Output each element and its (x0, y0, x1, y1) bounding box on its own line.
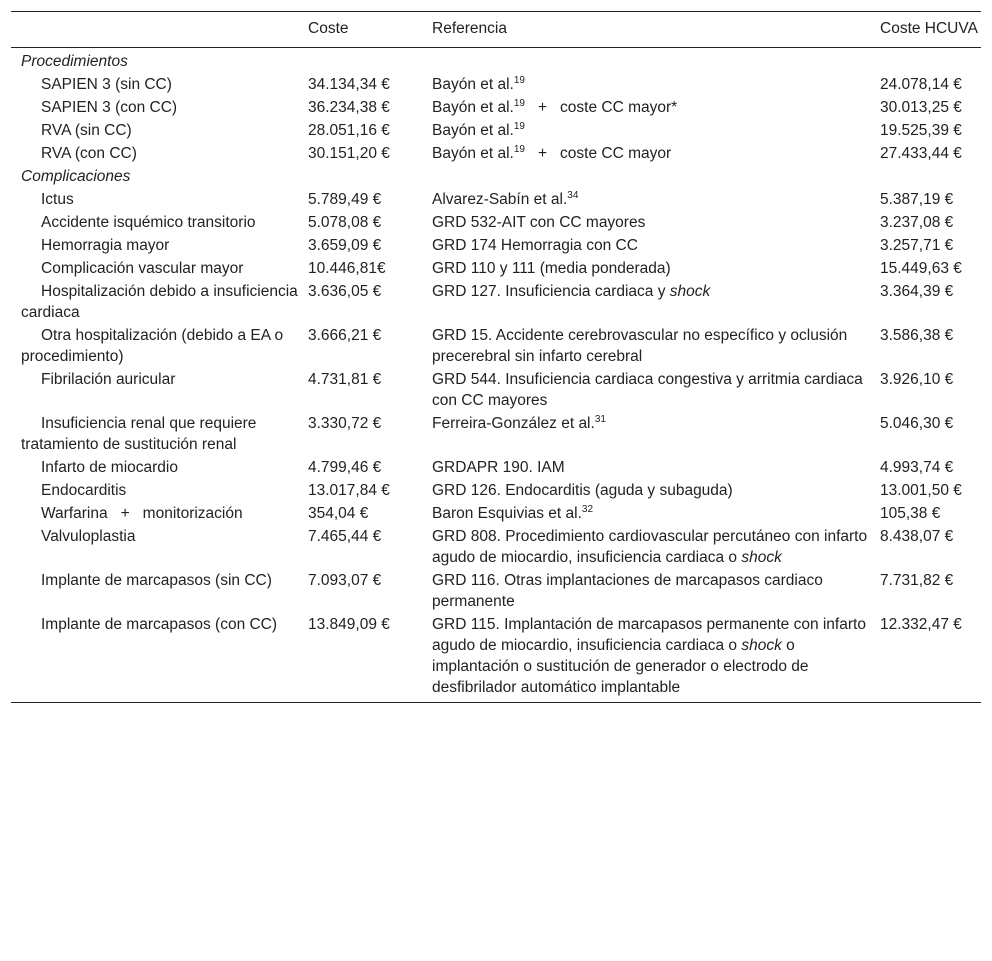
row-coste-hcuva: 7.731,82 € (880, 572, 954, 589)
row-referencia: GRD 15. Accidente cerebrovascular no específico y oclusión precerebral sin infarto cerebral (432, 327, 848, 365)
ref-text: GRD 115. Implantación de marcapasos permanente con infarto agudo de miocardio, insuficiencia cardiaca o (432, 616, 866, 654)
row-referencia: GRDAPR 190. IAM (432, 459, 565, 476)
row-label: Implante de marcapasos (sin CC) (41, 572, 272, 589)
ref-tail: coste CC mayor* (560, 99, 678, 116)
row-coste-hcuva: 19.525,39 € (880, 122, 962, 139)
cost-table (11, 11, 981, 703)
ref-citation: 19 (513, 97, 525, 109)
table-row (11, 235, 981, 258)
row-label: Fibrilación auricular (41, 371, 176, 388)
ref-text: Bayón et al. (432, 76, 514, 93)
section-complicaciones: Complicaciones (21, 168, 131, 185)
header-coste: Coste (298, 12, 422, 48)
row-coste: 34.134,34 € (308, 76, 390, 93)
ref-text: Ferreira-González et al. (432, 415, 595, 432)
row-coste: 4.799,46 € (308, 459, 382, 476)
ref-text: Bayón et al. (432, 122, 514, 139)
row-label: RVA (con CC) (41, 145, 137, 162)
row-referencia (422, 413, 870, 457)
row-coste-hcuva: 3.926,10 € (880, 371, 954, 388)
label-part-b: monitorización (142, 505, 243, 522)
table-row (11, 281, 981, 325)
row-label: Infarto de miocardio (41, 459, 178, 476)
row-label: Valvuloplastia (41, 528, 136, 545)
ref-text: Alvarez-Sabín et al. (432, 191, 568, 208)
plus-sign: + (120, 505, 130, 522)
ref-tail: coste CC mayor (560, 145, 672, 162)
row-coste-hcuva: 12.332,47 € (880, 616, 962, 633)
ref-citation: 31 (594, 413, 606, 425)
section-procedimientos: Procedimientos (21, 53, 128, 70)
header-coste-hcuva: Coste HCUVA (870, 12, 981, 48)
row-coste-hcuva: 3.257,71 € (880, 237, 954, 254)
row-referencia: GRD 126. Endocarditis (aguda y subaguda) (432, 482, 733, 499)
row-coste: 5.789,49 € (308, 191, 382, 208)
row-referencia (422, 526, 870, 570)
table-row (11, 614, 981, 703)
row-referencia (422, 503, 870, 526)
row-referencia (422, 189, 870, 212)
row-label: SAPIEN 3 (sin CC) (41, 76, 172, 93)
row-coste-hcuva: 5.387,19 € (880, 191, 954, 208)
table-row (11, 189, 981, 212)
plus-sign: + (537, 145, 548, 162)
table-row (11, 413, 981, 457)
row-referencia (422, 143, 870, 166)
row-referencia: GRD 544. Insuficiencia cardiaca congestiva y arritmia cardiaca con CC mayores (432, 371, 863, 409)
ref-citation: 19 (513, 143, 525, 155)
row-referencia: GRD 174 Hemorragia con CC (432, 237, 638, 254)
row-label: SAPIEN 3 (con CC) (41, 99, 178, 116)
row-coste-hcuva: 15.449,63 € (880, 260, 962, 277)
header-referencia: Referencia (422, 12, 870, 48)
table-row (11, 212, 981, 235)
ref-citation: 32 (581, 503, 594, 515)
row-coste: 3.330,72 € (308, 415, 382, 432)
table-row (11, 74, 981, 97)
row-referencia: GRD 116. Otras implantaciones de marcapasos cardiaco permanente (432, 572, 823, 610)
ref-text: GRD 127. Insuficiencia cardiaca y (432, 283, 666, 300)
row-coste: 3.659,09 € (308, 237, 382, 254)
table-row (11, 526, 981, 570)
row-coste-hcuva: 3.237,08 € (880, 214, 954, 231)
row-referencia (422, 614, 870, 703)
row-label: RVA (sin CC) (41, 122, 132, 139)
row-coste-hcuva: 3.364,39 € (880, 283, 954, 300)
header-label (11, 12, 298, 48)
ref-text: GRD 808. Procedimiento cardiovascular percutáneo con infarto agudo de miocardio, insuficiencia cardiaca o (432, 528, 868, 566)
section-row (11, 48, 981, 75)
label-part-a: Warfarina (41, 505, 108, 522)
row-coste: 28.051,16 € (308, 122, 390, 139)
row-coste-hcuva: 27.433,44 € (880, 145, 962, 162)
ref-citation: 19 (513, 120, 525, 132)
row-label: Endocarditis (41, 482, 127, 499)
table-row (11, 503, 981, 526)
row-referencia (422, 120, 870, 143)
table-row (11, 120, 981, 143)
row-coste: 10.446,81€ (308, 260, 386, 277)
row-coste: 354,04 € (308, 505, 369, 522)
row-label: Implante de marcapasos (con CC) (41, 616, 278, 633)
row-coste: 4.731,81 € (308, 371, 382, 388)
row-coste: 5.078,08 € (308, 214, 382, 231)
row-coste: 13.017,84 € (308, 482, 390, 499)
row-coste: 7.093,07 € (308, 572, 382, 589)
row-coste: 13.849,09 € (308, 616, 390, 633)
row-coste: 3.666,21 € (308, 327, 382, 344)
row-coste: 30.151,20 € (308, 145, 390, 162)
row-coste: 3.636,05 € (308, 283, 382, 300)
row-coste-hcuva: 5.046,30 € (880, 415, 954, 432)
row-label: Hemorragia mayor (41, 237, 170, 254)
row-coste-hcuva: 3.586,38 € (880, 327, 954, 344)
table-row (11, 258, 981, 281)
table-row (11, 570, 981, 614)
row-coste-hcuva: 4.993,74 € (880, 459, 954, 476)
row-referencia: GRD 110 y 111 (media ponderada) (432, 260, 671, 277)
ref-text: Baron Esquivias et al. (432, 505, 582, 522)
row-label: Insuficiencia renal que requiere tratamiento de sustitución renal (21, 415, 257, 453)
plus-sign: + (537, 99, 548, 116)
row-coste-hcuva: 24.078,14 € (880, 76, 962, 93)
row-coste-hcuva: 105,38 € (880, 505, 941, 522)
row-label: Hospitalización debido a insuficiencia cardiaca (21, 283, 298, 321)
table-row (11, 97, 981, 120)
ref-emphasis: shock (741, 549, 782, 566)
row-referencia: GRD 532-AIT con CC mayores (432, 214, 646, 231)
row-label: Complicación vascular mayor (41, 260, 244, 277)
table-row (11, 480, 981, 503)
ref-tail: o implantación o sustitución de generador o electrodo de desfibrilador automático implantable (432, 637, 809, 696)
row-label (11, 503, 298, 526)
row-coste: 36.234,38 € (308, 99, 390, 116)
ref-text: Bayón et al. (432, 145, 514, 162)
row-coste: 7.465,44 € (308, 528, 382, 545)
table-row (11, 369, 981, 413)
ref-citation: 19 (513, 74, 525, 86)
ref-text: Bayón et al. (432, 99, 514, 116)
row-label: Ictus (41, 191, 74, 208)
row-referencia (422, 74, 870, 97)
row-referencia (422, 97, 870, 120)
row-coste-hcuva: 8.438,07 € (880, 528, 954, 545)
table-row (11, 143, 981, 166)
row-coste-hcuva: 30.013,25 € (880, 99, 962, 116)
table-row (11, 325, 981, 369)
section-row (11, 166, 981, 189)
ref-citation: 34 (567, 189, 579, 201)
row-label: Otra hospitalización (debido a EA o procedimiento) (21, 327, 284, 365)
ref-emphasis: shock (669, 283, 711, 300)
ref-emphasis: shock (741, 637, 782, 654)
row-label: Accidente isquémico transitorio (41, 214, 256, 231)
table-row (11, 457, 981, 480)
row-referencia (422, 281, 870, 325)
header-row (11, 12, 981, 48)
row-coste-hcuva: 13.001,50 € (880, 482, 962, 499)
